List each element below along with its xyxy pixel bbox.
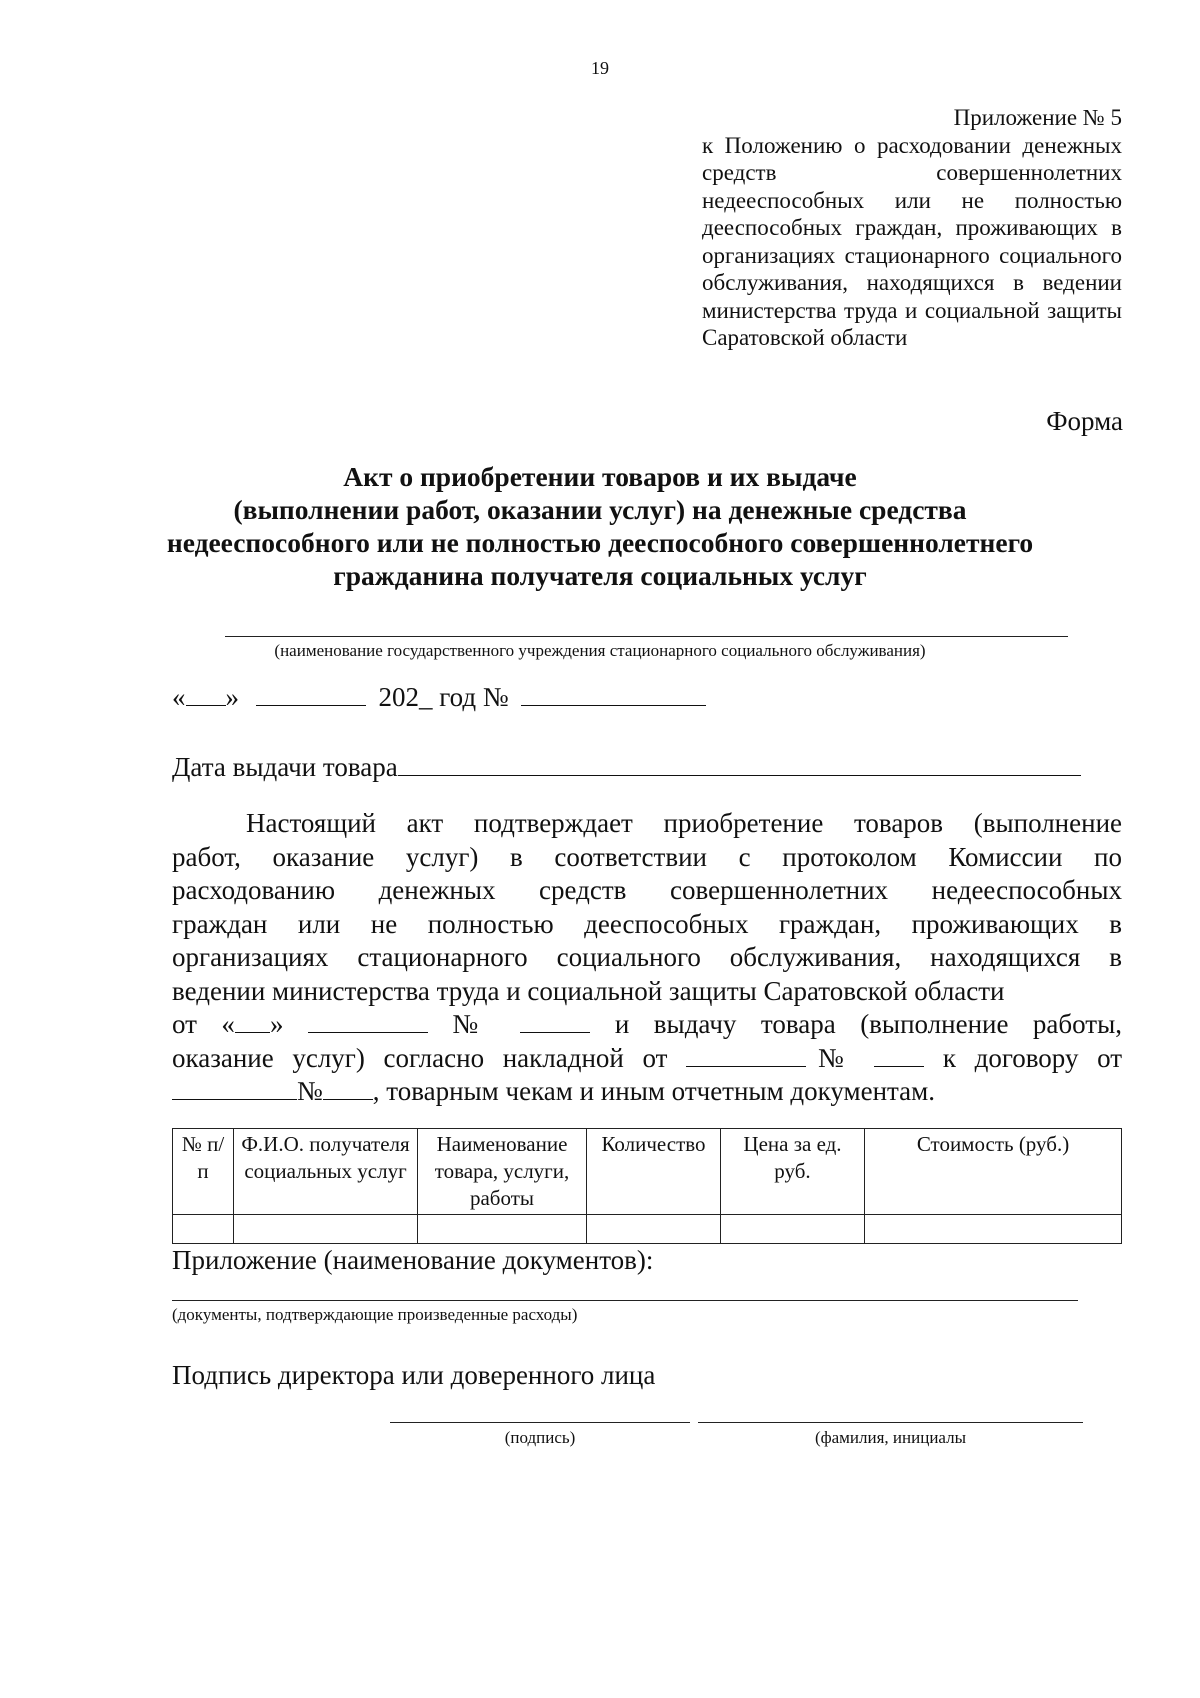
open-quote: « — [172, 682, 186, 712]
attachment-title: Приложение (наименование документов): — [172, 1245, 654, 1275]
appendix-block — [702, 104, 1122, 352]
attachment-caption: (документы, подтверждающие произведенные расходы) — [172, 1305, 578, 1324]
title-line: недееспособного или не полностью дееспособного совершеннолетнего — [166, 527, 1034, 558]
year-word: год № — [439, 682, 509, 712]
act-paragraph — [172, 807, 1122, 1109]
appendix-body-text: к Положению о расходовании денежных средств совершеннолетних недееспособных или не полностью дееспособных граждан, проживающих в организациях стационарного социального обслуживания, находящихся в ведении министерства труда и социальной защиты — [702, 132, 1122, 323]
page-number: 19 — [591, 58, 609, 78]
invoice-date-field[interactable] — [686, 1065, 806, 1067]
signature-title: Подпись директора или доверенного лица — [172, 1360, 656, 1390]
contract-number-sign: № — [297, 1076, 323, 1106]
appendix-body — [702, 132, 1122, 352]
contract-number-field[interactable] — [323, 1098, 373, 1100]
title-line: Акт о приобретении товаров и их выдаче — [343, 461, 857, 492]
signature-caption: (подпись) — [504, 1428, 576, 1447]
table-header-row — [173, 1129, 1122, 1215]
contract-date-field[interactable] — [172, 1098, 297, 1100]
close-quote: » — [225, 682, 239, 712]
appendix-title: Приложение № 5 — [953, 105, 1122, 130]
act-number-field[interactable] — [521, 704, 706, 706]
header-quantity: Количество — [587, 1129, 721, 1215]
attachment-field-line[interactable] — [172, 1300, 1078, 1301]
title-line: (выполнении работ, оказании услуг) на денежные средства — [233, 494, 967, 525]
protocol-number-sign: № — [452, 1009, 496, 1039]
document-title — [150, 460, 1050, 592]
invoice-number-sign: № — [806, 1042, 856, 1073]
header-item-name: Наименование товара, услуги, работы — [418, 1129, 587, 1215]
table-cell[interactable] — [234, 1215, 418, 1244]
paragraph-line: работ, оказание услуг) в соответствии с протоколом Комиссии по — [172, 841, 1122, 872]
signature-field-line[interactable] — [390, 1422, 690, 1423]
contract-line-text: , товарным чекам и иным отчетным документам. — [372, 1076, 935, 1106]
invoice-number-field[interactable] — [874, 1065, 924, 1067]
protocol-number-field[interactable] — [520, 1031, 590, 1033]
table-row — [173, 1215, 1122, 1244]
protocol-date-open: от « — [172, 1009, 235, 1039]
paragraph-line: граждан или не полностью дееспособных граждан, проживающих в — [172, 908, 1122, 939]
issue-date-line — [172, 752, 1081, 783]
protocol-line-text: и выдачу товара (выполнение работы, — [614, 1009, 1122, 1039]
contract-text: к договору от — [942, 1042, 1123, 1073]
invoice-text: оказание услуг) согласно накладной от — [172, 1042, 668, 1073]
issue-date-field[interactable] — [398, 774, 1081, 776]
issue-date-label: Дата выдачи товара — [172, 752, 398, 782]
organization-caption: (наименование государственного учреждения стационарного социального обслуживания) — [274, 641, 926, 660]
year-text: 202_ — [378, 682, 433, 712]
title-line: гражданина получателя социальных услуг — [333, 560, 867, 591]
header-total: Стоимость (руб.) — [865, 1129, 1122, 1215]
protocol-month-field[interactable] — [308, 1031, 428, 1033]
table-cell[interactable] — [418, 1215, 587, 1244]
header-number: № п/п — [173, 1129, 234, 1215]
paragraph-line: организациях стационарного социального обслуживания, находящихся в — [172, 942, 1122, 972]
appendix-body-last: Саратовской области — [702, 325, 908, 350]
name-caption: (фамилия, инициалы — [814, 1428, 967, 1447]
paragraph-line: расходованию денежных средств совершеннолетних недееспособных — [172, 875, 1122, 905]
paragraph-line: Настоящий акт подтверждает приобретение товаров (выполнение — [246, 808, 1122, 838]
items-table — [172, 1128, 1122, 1244]
organization-field-line[interactable] — [225, 636, 1068, 637]
header-recipient: Ф.И.О. получателя социальных услуг — [234, 1129, 418, 1215]
paragraph-line: ведении министерства труда и социальной защиты Саратовской области — [172, 975, 1005, 1006]
paragraph-line-contract — [172, 1075, 1122, 1109]
act-date-line — [172, 682, 706, 713]
table-cell[interactable] — [721, 1215, 865, 1244]
table-cell[interactable] — [587, 1215, 721, 1244]
form-label: Форма — [1046, 406, 1123, 436]
name-field-line[interactable] — [698, 1422, 1083, 1423]
day-field[interactable] — [186, 704, 226, 706]
table-cell[interactable] — [865, 1215, 1122, 1244]
paragraph-line-invoice — [172, 1042, 1122, 1076]
month-field[interactable] — [256, 704, 366, 706]
paragraph-line-protocol — [172, 1008, 1122, 1042]
table-cell[interactable] — [173, 1215, 234, 1244]
protocol-day-field[interactable] — [235, 1031, 270, 1033]
protocol-date-close: » — [269, 1009, 284, 1039]
header-unit-price: Цена за ед. руб. — [721, 1129, 865, 1215]
